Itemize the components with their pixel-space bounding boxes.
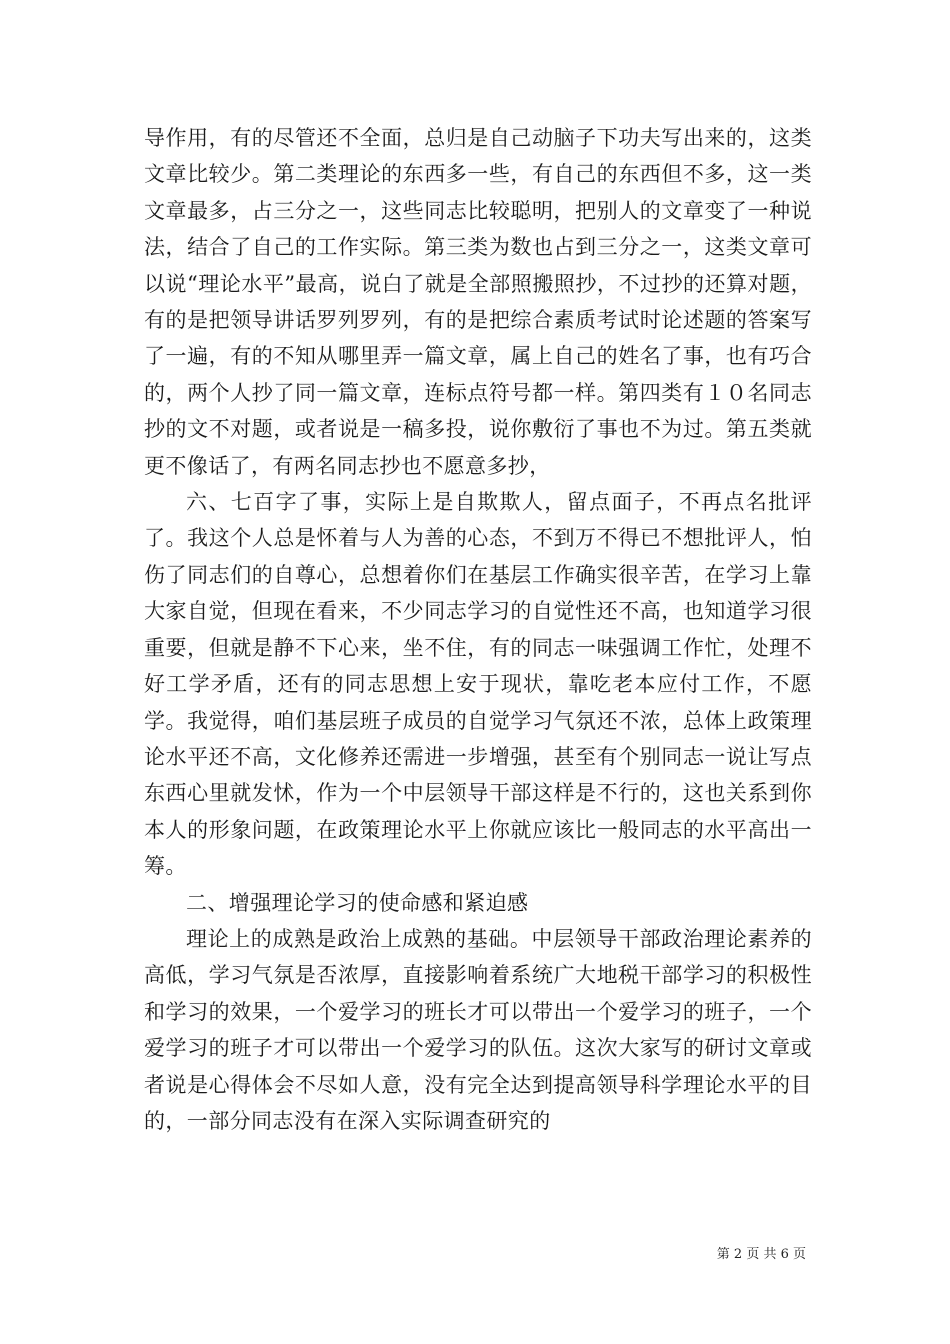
- section-heading: 二、增强理论学习的使命感和紧迫感: [186, 890, 529, 915]
- paragraph-2: 六、七百字了事，实际上是自欺欺人，留点面子，不再点名批评了。我这个人总是怀着与人为善的心态，不到万不得已不想批评人，怕伤了同志们的自尊心，总想着你们在基层工作确实很辛苦，在学习上靠大家自觉，但现在看来，不少同志学习的自觉性还不高，也知道学习很重要，但就是静不下心来，坐不住，有的同志一味强调工作忙，处理不好工学矛盾，还有的同志思想上安于现状，靠吃老本应付工作，不愿学。我觉得，咱们基层班子成员的自觉学习气氛还不浓，总体上政策理论水平还不高，文化修养还需进一步增强，甚至有个别同志一说让写点东西心里就发怵，作为一个中层领导干部这样是不行的，这也关系到你本人的形象问题，在政策理论水平上你就应该比一般同志的水平高出一筹。: [144, 490, 812, 879]
- paragraph-1: 导作用，有的尽管还不全面，总归是自己动脑子下功夫写出来的，这类文章比较少。第二类理论的东西多一些，有自己的东西但不多，这一类文章最多，占三分之一，这些同志比较聪明，把别人的文章变了一种说法，结合了自己的工作实际。第三类为数也占到三分之一，这类文章可以说“理论水平”最高，说白了就是全部照搬照抄，不过抄的还算对题，有的是把领导讲话罗列罗列，有的是把综合素质考试时论述题的答案写了一遍，有的不知从哪里弄一篇文章，属上自己的姓名了事，也有巧合的，两个人抄了同一篇文章，连标点符号都一样。第四类有１０名同志抄的文不对题，或者说是一稿多投，说你敷衍了事也不为过。第五类就更不像话了，有两名同志抄也不愿意多抄，: [144, 126, 812, 478]
- paragraph-3: 理论上的成熟是政治上成熟的基础。中层领导干部政治理论素养的高低，学习气氛是否浓厚，直接影响着系统广大地税干部学习的积极性和学习的效果，一个爱学习的班长才可以带出一个爱学习的班子，一个爱学习的班子才可以带出一个爱学习的队伍。这次大家写的研讨文章或者说是心得体会不尽如人意，没有完全达到提高领导科学理论水平的目的，一部分同志没有在深入实际调查研究的: [144, 926, 812, 1133]
- page-number: 第 2 页 共 6 页: [716, 1247, 806, 1262]
- document-body: [144, 120, 812, 1139]
